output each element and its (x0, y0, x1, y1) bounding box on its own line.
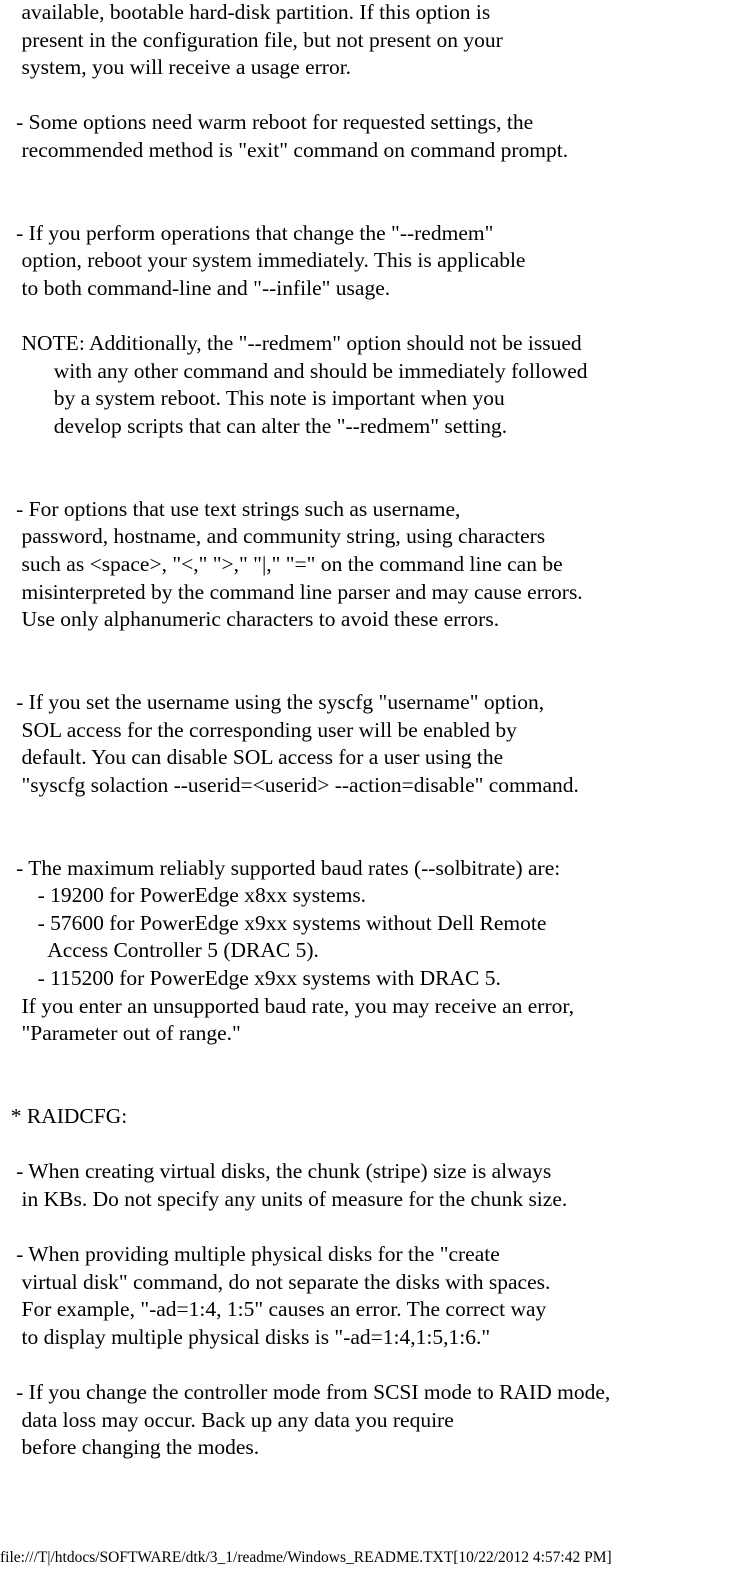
text-line: Use only alphanumeric characters to avoid these errors. (0, 607, 500, 632)
text-line: - For options that use text strings such as username, (0, 496, 461, 521)
text-line: such as <space>, "<," ">," "|," "=" on the command line can be (0, 552, 563, 576)
text-line: by a system reboot. This note is important when you (0, 386, 505, 411)
text-line: - The maximum reliably supported baud rates (--solbitrate) are: (0, 855, 561, 880)
text-line: - If you change the controller mode from SCSI mode to RAID mode, (0, 1380, 611, 1404)
text-line: with any other command and should be immediately followed (0, 358, 588, 383)
text-line: to both command-line and "--infile" usage. (0, 276, 391, 300)
text-line: "Parameter out of range." (0, 1021, 241, 1046)
text-line: - When providing multiple physical disks for the "create (0, 1242, 500, 1266)
text-line: data loss may occur. Back up any data you require (0, 1407, 454, 1432)
text-line: password, hostname, and community string, using characters (0, 524, 546, 549)
text-line: - Some options need warm reboot for requested settings, the (0, 110, 534, 135)
text-line: present in the configuration file, but not present on your (0, 27, 503, 52)
text-line: in KBs. Do not specify any units of measure for the chunk size. (0, 1186, 568, 1211)
text-line: NOTE: Additionally, the "--redmem" option should not be issued (0, 331, 582, 356)
text-line: - If you set the username using the syscfg "username" option, (0, 690, 545, 714)
text-line: available, bootable hard-disk partition. If this option is (0, 0, 491, 24)
text-line: virtual disk" command, do not separate the disks with spaces. (0, 1269, 551, 1294)
text-line: - If you perform operations that change the "--redmem" (0, 220, 494, 245)
text-line: If you enter an unsupported baud rate, you may receive an error, (0, 993, 575, 1018)
text-line: option, reboot your system immediately. This is applicable (0, 248, 526, 273)
text-line: "syscfg solaction --userid=<userid> --action=disable" command. (0, 772, 579, 797)
text-line: - 115200 for PowerEdge x9xx systems with DRAC 5. (0, 966, 501, 990)
text-line: Access Controller 5 (DRAC 5). (0, 938, 319, 963)
text-line: SOL access for the corresponding user will be enabled by (0, 717, 517, 742)
text-line: - When creating virtual disks, the chunk (stripe) size is always (0, 1159, 552, 1184)
text-line: to display multiple physical disks is "-ad=1:4,1:5,1:6." (0, 1324, 491, 1349)
text-line: develop scripts that can alter the "--redmem" setting. (0, 414, 508, 438)
text-line: before changing the modes. (0, 1435, 260, 1460)
text-line: default. You can disable SOL access for a user using the (0, 745, 504, 770)
text-line: For example, "-ad=1:4, 1:5" causes an error. The correct way (0, 1297, 547, 1322)
text-line: misinterpreted by the command line parser and may cause errors. (0, 579, 583, 604)
text-line: recommended method is "exit" command on command prompt. (0, 138, 569, 162)
text-line: system, you will receive a usage error. (0, 55, 352, 80)
text-line: * RAIDCFG: (0, 1104, 128, 1128)
text-line: - 57600 for PowerEdge x9xx systems without Dell Remote (0, 910, 547, 935)
page-footer-url: file:///T|/htdocs/SOFTWARE/dtk/3_1/readme/Windows_README.TXT[10/22/2012 4:57:42 PM] (0, 1549, 612, 1566)
text-line: - 19200 for PowerEdge x8xx systems. (0, 883, 367, 908)
